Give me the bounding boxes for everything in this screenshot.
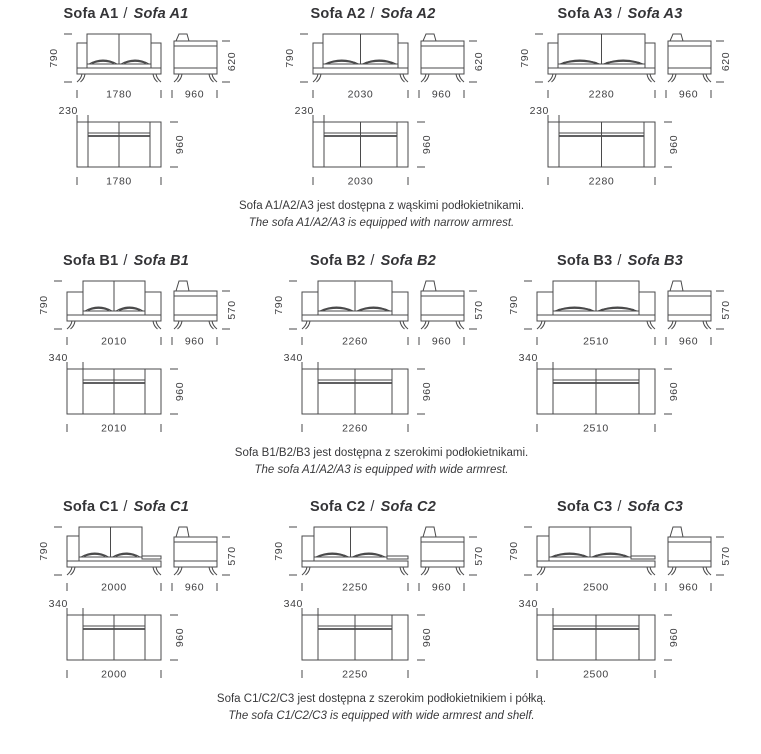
- dim-label: 960: [668, 381, 680, 401]
- dim-label: 570: [473, 299, 485, 320]
- front-view: [302, 527, 408, 575]
- dim-label: 2260: [342, 422, 368, 434]
- front-view: [67, 527, 161, 575]
- model-name-italic: Sofa A1: [133, 6, 189, 22]
- dim-label: 340: [518, 351, 538, 364]
- dim-label: 2000: [101, 668, 127, 681]
- panel-title: [9, 253, 243, 273]
- panel-sofa-b1: [9, 253, 243, 443]
- row-caption: [9, 198, 754, 233]
- sofa-drawing: [256, 273, 490, 443]
- dim-label: 960: [421, 627, 433, 648]
- dim-label: 2010: [101, 335, 127, 347]
- panel-title: [503, 253, 737, 273]
- panel-sofa-b3: [503, 253, 737, 443]
- dim-label: 340: [48, 598, 68, 610]
- title-separator: /: [370, 499, 375, 515]
- sofa-spec-svg: [256, 519, 490, 689]
- dimensions: [519, 34, 732, 188]
- model-name-italic: Sofa C3: [627, 499, 683, 515]
- row-sofa-b: [9, 253, 761, 480]
- dim-label: 960: [668, 134, 680, 155]
- sofa-drawing: [503, 26, 737, 196]
- dim-label: 2510: [583, 335, 609, 347]
- dim-label: 790: [508, 541, 520, 561]
- dimensions: [38, 281, 238, 435]
- dim-label: 960: [421, 381, 433, 401]
- caption-english: The sofa C1/C2/C3 is equipped with wide armrest and shelf.: [228, 710, 535, 723]
- dim-label: 570: [226, 299, 238, 320]
- caption-polish: Sofa A1/A2/A3 jest dostępna z wąskimi podłokietnikami.: [238, 200, 525, 212]
- front-view: [537, 281, 655, 329]
- dim-label: 230: [58, 105, 78, 117]
- model-name: Sofa A3: [557, 6, 613, 22]
- sofa-spec-svg: [256, 273, 490, 443]
- dim-label: 960: [678, 88, 699, 101]
- dimensions: [284, 34, 485, 188]
- front-view: [302, 281, 408, 329]
- dimensions: [38, 527, 238, 681]
- model-name-italic: Sofa A3: [627, 6, 683, 22]
- caption-english: The sofa A1/A2/A3 is equipped with wide armrest.: [254, 463, 509, 476]
- panel-grid-c: [9, 499, 761, 689]
- panel-grid-b: [9, 253, 761, 443]
- dimensions: [273, 281, 485, 435]
- dim-label: 790: [273, 294, 285, 315]
- top-view: [67, 369, 161, 414]
- panel-sofa-c2: [256, 499, 490, 689]
- side-view: [421, 527, 464, 575]
- dim-label: 960: [184, 581, 205, 594]
- title-separator: /: [123, 6, 128, 22]
- dimensions: [508, 527, 732, 681]
- dim-label: 340: [518, 598, 538, 610]
- dim-label: 960: [184, 88, 205, 101]
- side-view: [668, 527, 711, 575]
- panel-title: [503, 6, 737, 26]
- dim-label: 960: [678, 335, 699, 347]
- model-name-italic: Sofa C2: [380, 499, 436, 515]
- dim-label: 960: [174, 381, 186, 401]
- panel-title: [503, 499, 737, 519]
- row-sofa-c: [9, 499, 761, 726]
- model-name-italic: Sofa C1: [133, 499, 189, 515]
- side-view: [174, 527, 217, 575]
- dim-label: 790: [508, 294, 520, 315]
- dim-label: 790: [284, 48, 296, 68]
- top-view: [77, 122, 161, 167]
- dim-label: 620: [473, 51, 485, 72]
- panel-sofa-a2: [256, 6, 490, 196]
- model-name: Sofa A2: [310, 6, 366, 22]
- side-view: [421, 281, 464, 329]
- dim-label: 960: [174, 627, 186, 648]
- model-name: Sofa C1: [62, 499, 119, 515]
- top-view: [67, 615, 161, 660]
- model-name: Sofa B1: [62, 252, 119, 269]
- panel-title: [9, 499, 243, 519]
- model-name: Sofa B3: [556, 252, 613, 269]
- dim-label: 620: [720, 51, 732, 72]
- dim-label: 960: [421, 134, 433, 155]
- model-name-italic: Sofa B2: [380, 252, 436, 269]
- dim-label: 1780: [106, 175, 132, 188]
- caption-polish: Sofa C1/C2/C3 jest dostępna z szerokim podłokietnikiem i półką.: [216, 693, 547, 705]
- top-view: [537, 369, 655, 414]
- sofa-spec-svg: [503, 26, 737, 196]
- dim-label: 2250: [342, 668, 368, 681]
- dim-label: 960: [431, 88, 452, 101]
- panel-sofa-c1: [9, 499, 243, 689]
- dim-label: 2250: [342, 581, 368, 594]
- dim-label: 230: [294, 105, 314, 117]
- dim-label: 570: [720, 546, 732, 566]
- panel-title: [9, 6, 243, 26]
- sofa-drawing: [256, 519, 490, 689]
- front-view: [67, 281, 161, 329]
- side-view: [174, 34, 217, 82]
- title-separator: /: [370, 6, 375, 22]
- dim-label: 960: [668, 627, 680, 648]
- title-separator: /: [123, 499, 128, 515]
- title-separator: /: [123, 252, 128, 269]
- dim-label: 2500: [583, 581, 609, 594]
- dim-label: 230: [529, 105, 549, 117]
- top-view: [537, 615, 655, 660]
- panel-title: [256, 253, 490, 273]
- sofa-drawing: [503, 519, 737, 689]
- dim-label: 1780: [106, 88, 132, 101]
- dim-label: 620: [226, 51, 238, 72]
- dim-label: 2280: [588, 88, 615, 101]
- title-separator: /: [617, 252, 622, 269]
- panel-sofa-c3: [503, 499, 737, 689]
- model-name: Sofa A1: [63, 6, 119, 22]
- sofa-spec-svg: [9, 519, 243, 689]
- dim-label: 790: [273, 541, 285, 561]
- sofa-spec-svg: [256, 26, 490, 196]
- dim-label: 790: [38, 541, 50, 561]
- front-view: [537, 527, 655, 575]
- side-view: [668, 281, 711, 329]
- sofa-spec-svg: [9, 26, 243, 196]
- dim-label: 2500: [583, 668, 609, 681]
- title-separator: /: [370, 252, 375, 269]
- top-view: [548, 122, 655, 167]
- dim-label: 2010: [101, 422, 127, 434]
- dim-label: 790: [48, 48, 60, 68]
- dim-label: 2280: [588, 175, 615, 188]
- sofa-spec-svg: [9, 273, 243, 443]
- panel-grid-a: [9, 6, 761, 196]
- model-name: Sofa C3: [556, 499, 613, 515]
- sofa-spec-svg: [503, 519, 737, 689]
- panel-title: [256, 499, 490, 519]
- dim-label: 340: [283, 351, 303, 364]
- sofa-drawing: [9, 26, 243, 196]
- front-view: [313, 34, 408, 82]
- dim-label: 960: [174, 134, 186, 155]
- dim-label: 790: [38, 294, 50, 315]
- sofa-drawing: [9, 273, 243, 443]
- dimensions: [273, 527, 485, 681]
- dim-label: 570: [720, 299, 732, 320]
- dim-label: 960: [431, 335, 452, 347]
- dim-label: 2030: [347, 88, 374, 101]
- top-view: [313, 122, 408, 167]
- row-sofa-a: [9, 6, 761, 233]
- dim-label: 960: [678, 581, 699, 594]
- panel-sofa-b2: [256, 253, 490, 443]
- dim-label: 2000: [101, 581, 127, 594]
- title-separator: /: [617, 6, 622, 22]
- model-name-italic: Sofa A2: [380, 6, 436, 22]
- panel-sofa-a3: [503, 6, 737, 196]
- row-caption: [9, 691, 754, 726]
- row-caption: [9, 445, 754, 480]
- dim-label: 340: [48, 351, 68, 364]
- dim-label: 2030: [347, 175, 374, 188]
- top-view: [302, 615, 408, 660]
- dim-label: 570: [473, 546, 485, 566]
- dim-label: 340: [283, 598, 303, 610]
- top-view: [302, 369, 408, 414]
- model-name: Sofa C2: [309, 499, 366, 515]
- sofa-drawing: [9, 519, 243, 689]
- model-name-italic: Sofa B1: [133, 252, 189, 269]
- caption-polish: Sofa B1/B2/B3 jest dostępna z szerokimi podłokietnikami.: [234, 446, 529, 459]
- title-separator: /: [617, 499, 622, 515]
- panel-sofa-a1: [9, 6, 243, 196]
- dim-label: 960: [184, 335, 205, 347]
- sofa-drawing: [503, 273, 737, 443]
- model-name-italic: Sofa B3: [627, 252, 683, 269]
- front-view: [548, 34, 655, 82]
- side-view: [174, 281, 217, 329]
- dim-label: 790: [519, 48, 531, 68]
- caption-english: The sofa A1/A2/A3 is equipped with narrow armrest.: [248, 217, 515, 230]
- model-name: Sofa B2: [309, 252, 366, 269]
- sofa-spec-svg: [503, 273, 737, 443]
- side-view: [421, 34, 464, 82]
- side-view: [668, 34, 711, 82]
- panel-title: [256, 6, 490, 26]
- dim-label: 2510: [583, 422, 609, 434]
- front-view: [77, 34, 161, 82]
- dimensions: [508, 281, 732, 435]
- dim-label: 960: [431, 581, 452, 594]
- sofa-drawing: [256, 26, 490, 196]
- dim-label: 570: [226, 546, 238, 566]
- dim-label: 2260: [342, 335, 368, 347]
